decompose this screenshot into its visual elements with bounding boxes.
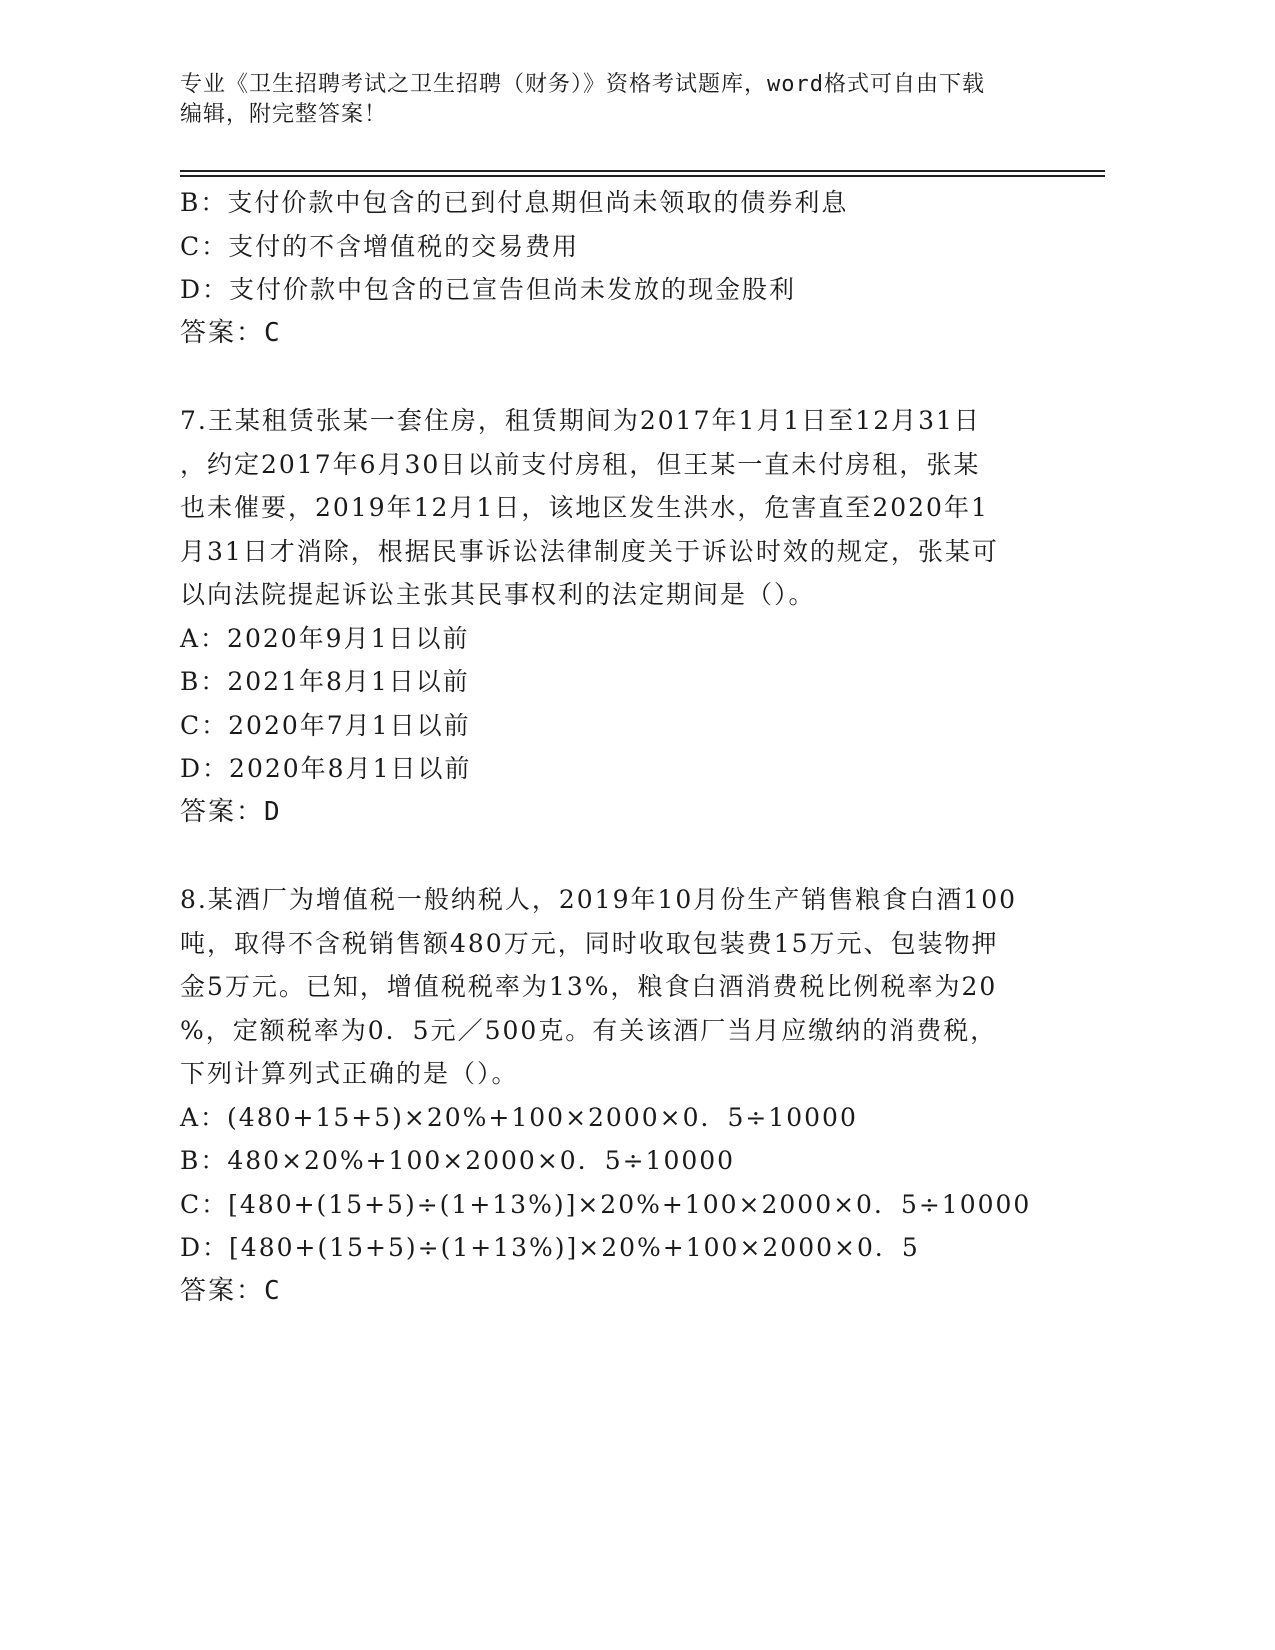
question-6-tail xyxy=(180,181,1040,355)
option-b: B：支付价款中包含的已到付息期但尚未领取的债券利息 xyxy=(180,188,849,217)
document-body xyxy=(180,181,1040,1313)
option-c: C：[480+(15+5)÷(1+13%)]×20%+100×2000×0．5÷10000 xyxy=(180,1189,1032,1219)
stem-line: 月31日才消除，根据民事诉讼法律制度关于诉讼时效的规定，张某可 xyxy=(180,536,999,566)
stem-line: 7.王某租赁张某一套住房，租赁期间为2017年1月1日至12月31日 xyxy=(180,406,981,435)
option-b: B：480×20%+100×2000×0．5÷10000 xyxy=(180,1146,736,1175)
spacer xyxy=(180,355,1040,399)
option-a: A：2020年9月1日以前 xyxy=(180,623,470,653)
header-line: 专业《卫生招聘考试之卫生招聘（财务）》资格考试题库，word格式可自由下载 xyxy=(180,72,985,97)
option-b: B：2021年8月1日以前 xyxy=(180,667,470,696)
header-divider xyxy=(180,175,1105,177)
option-d: D：支付价款中包含的已宣告但尚未发放的现金股利 xyxy=(180,275,797,304)
option-c: C：支付的不含增值税的交易费用 xyxy=(180,231,580,261)
stem-line: 下列计算列式正确的是（）。 xyxy=(180,1059,519,1088)
option-a: A：(480+15+5)×20%+100×2000×0．5÷10000 xyxy=(180,1102,858,1132)
question-stem xyxy=(180,878,1040,1096)
answer-line: 答案：C xyxy=(180,1275,282,1306)
question-7 xyxy=(180,399,1040,834)
stem-line: 也未催要，2019年12月1日，该地区发生洪水，危害直至2020年1 xyxy=(180,493,989,522)
header-line: 编辑，附完整答案！ xyxy=(180,102,388,127)
answer-line: 答案：D xyxy=(180,796,282,827)
document-header xyxy=(180,70,1060,130)
stem-line: %，定额税率为0．5元／500克。有关该酒厂当月应缴纳的消费税， xyxy=(180,1015,998,1045)
stem-line: 金5万元。已知，增值税税率为13%，粮食白酒消费税比例税率为20 xyxy=(180,972,998,1001)
option-d: D：2020年8月1日以前 xyxy=(180,754,472,783)
option-c: C：2020年7月1日以前 xyxy=(180,710,471,740)
stem-line: 吨，取得不含税销售额480万元，同时收取包装费15万元、包装物押 xyxy=(180,928,999,958)
spacer xyxy=(180,834,1040,878)
stem-line: 以向法院提起诉讼主张其民事权利的法定期间是（）。 xyxy=(180,580,816,609)
option-d: D：[480+(15+5)÷(1+13%)]×20%+100×2000×0．5 xyxy=(180,1233,920,1262)
question-stem xyxy=(180,399,1040,617)
question-8 xyxy=(180,878,1040,1313)
answer-line: 答案：C xyxy=(180,317,282,348)
header-divider xyxy=(180,170,1105,172)
stem-line: ，约定2017年6月30日以前支付房租，但王某一直未付房租，张某 xyxy=(180,449,981,479)
stem-line: 8.某酒厂为增值税一般纳税人，2019年10月份生产销售粮食白酒100 xyxy=(180,885,1018,914)
